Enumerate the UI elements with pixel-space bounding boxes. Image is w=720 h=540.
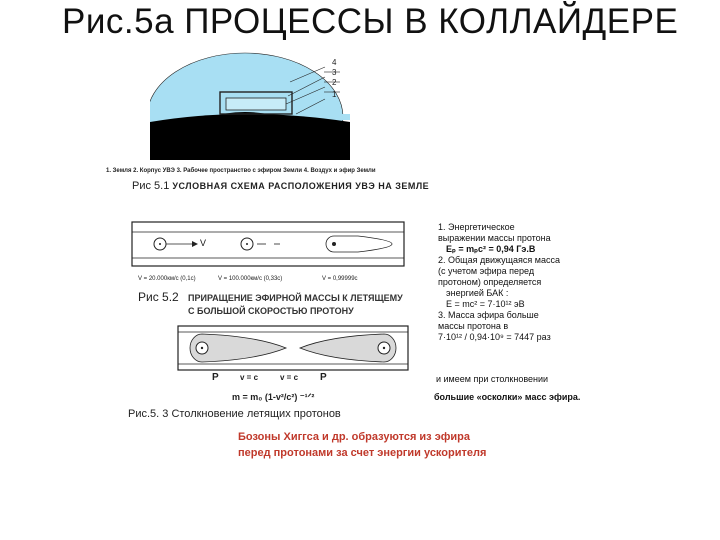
speed-label-3: V = 0,99999с [322, 276, 358, 282]
figure1-caption-text: УСЛОВНАЯ СХЕМА РАСПОЛОЖЕНИЯ УВЭ НА ЗЕМЛЕ [172, 181, 430, 191]
accelerator-tube-diagram [130, 218, 410, 274]
side-line-5: (с учетом эфира перед [438, 266, 535, 276]
figure2-caption-line1: ПРИРАЩЕНИЕ ЭФИРНОЙ МАССЫ К ЛЕТЯЩЕМУ [188, 293, 403, 303]
side-line-8: E = mc² = 7·10¹² эВ [446, 299, 525, 309]
figure2-caption-prefix: Рис 5.2 [138, 290, 179, 304]
layer-number-2: 2 [332, 78, 337, 87]
speed-label-1: V = 20.000км/с (0,1с) [138, 276, 196, 282]
conclusion-line1: Бозоны Хиггса и др. образуются из эфира [238, 431, 470, 443]
side-line-10: массы протона в [438, 321, 509, 331]
side-line-4: 2. Общая движущаяся масса [438, 255, 560, 265]
figure1-legend: 1. Земля 2. Корпус УВЭ 3. Рабочее пространство с эфиром Земли 4. Воздух и эфир Земли [106, 168, 376, 174]
side-line-6: протоном) определяется [438, 277, 542, 287]
label-proton-left: P [212, 372, 219, 383]
earth-diagram [150, 52, 350, 160]
fragments-line: большие «осколки» масс эфира. [434, 392, 581, 402]
arrow-label: V [200, 238, 207, 248]
label-speed-left: v = c [240, 373, 259, 382]
figure3-caption [128, 408, 341, 420]
speed-label-2: V = 100.000км/с (0,33с) [218, 276, 283, 282]
side-text-block [438, 222, 560, 343]
figure1-caption-prefix: Рис 5.1 [132, 180, 170, 192]
figure2-caption [138, 290, 179, 304]
side-line-1: 1. Энергетическое [438, 222, 515, 232]
layer-number-1: 1 [332, 90, 337, 99]
side-line-3: Eₚ = mₚc² = 0,94 Гэ.В [446, 244, 536, 254]
mass-formula: m = m₀ (1-v²/c²) ⁻¹ᐟ² [232, 392, 315, 402]
side-line-2: выражении массы протона [438, 233, 551, 243]
side-line-9: 3. Масса эфира больше [438, 310, 539, 320]
label-proton-right: P [320, 372, 327, 383]
working-space [226, 98, 286, 110]
figure1-caption [132, 180, 429, 192]
figure3-caption-text: Столкновение летящих протонов [171, 408, 341, 420]
side-line-11: 7·10¹² / 0,94·10⁹ = 7447 раз [438, 332, 551, 342]
collision-line: и имеем при столкновении [436, 374, 549, 384]
figure2-caption-line2: С БОЛЬШОЙ СКОРОСТЬЮ ПРОТОНУ [188, 306, 354, 316]
label-speed-right: v = c [280, 373, 299, 382]
conclusion-line2: перед протонами за счет энергии ускорителя [238, 447, 487, 459]
layer-number-3: 3 [332, 68, 337, 77]
layer-number-4: 4 [332, 58, 337, 67]
page-title: Рис.5а ПРОЦЕССЫ В КОЛЛАЙДЕРЕ [62, 2, 679, 41]
side-line-7: энергией БАК : [446, 288, 509, 298]
figure3-caption-prefix: Рис.5. 3 [128, 408, 169, 420]
